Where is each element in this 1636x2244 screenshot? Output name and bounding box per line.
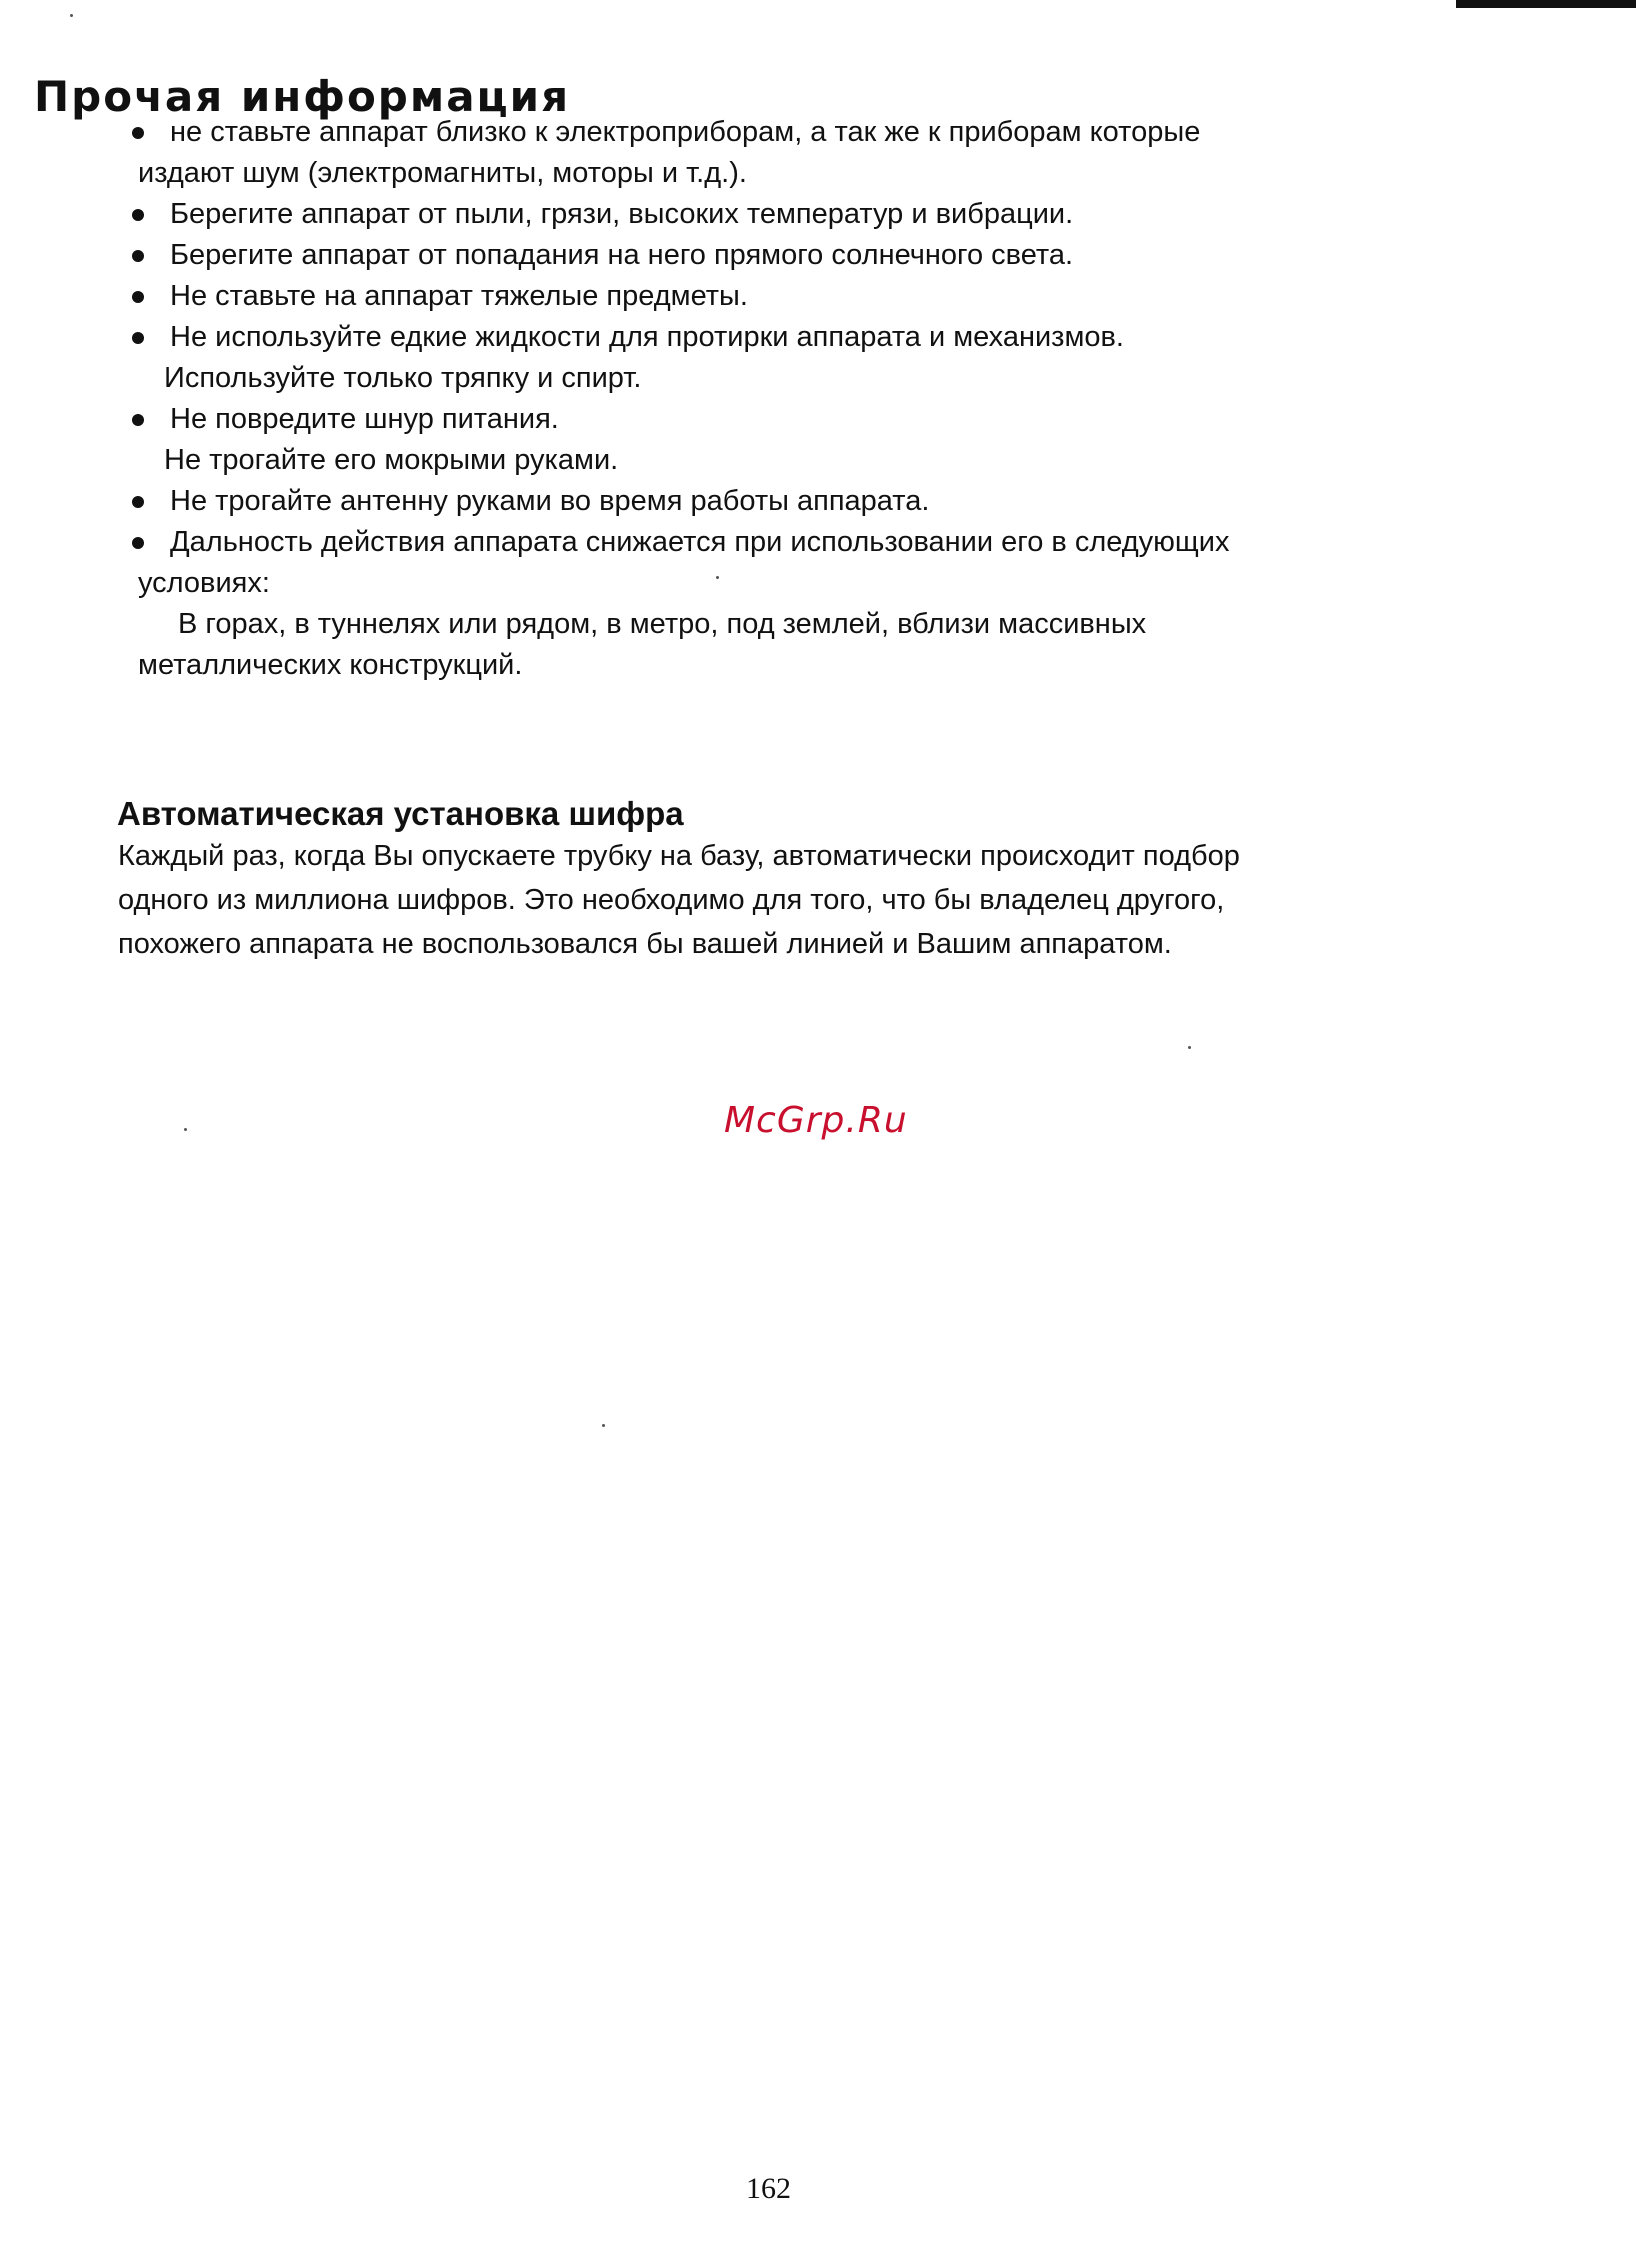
list-item-text: Не ставьте на аппарат тяжелые предметы. [170,280,748,312]
list-item [128,399,1428,481]
paragraph-line: Каждый раз, когда Вы опускаете трубку на базу, автоматически происходит подбор [118,840,1240,872]
bullet-icon [132,209,144,221]
scan-speck [184,1128,187,1131]
list-item-text-continued: В горах, в туннелях или рядом, в метро, под землей, вблизи массивных [178,608,1147,640]
bullet-icon [132,250,144,262]
list-item [128,112,1428,194]
watermark: McGrp.Ru [724,1100,908,1141]
bullet-icon [132,537,144,549]
list-item [128,481,1428,522]
list-item [128,522,1428,686]
list-item-text: Берегите аппарат от пыли, грязи, высоких температур и вибрации. [170,198,1074,230]
page-title: Прочая информация [34,72,571,122]
bullet-icon [132,414,144,426]
list-item-text-continued: металлических конструкций. [138,649,523,681]
paragraph-line: одного из миллиона шифров. Это необходимо для того, что бы владелец другого, [118,884,1225,916]
list-item-text: Не используйте едкие жидкости для протирки аппарата и механизмов. [170,321,1124,353]
list-item-text: Не трогайте антенну руками во время работы аппарата. [170,485,930,517]
section-heading: Автоматическая установка шифра [117,795,684,833]
list-item [128,235,1428,276]
list-item-text: Не повредите шнур питания. [170,403,559,435]
paragraph-line: похожего аппарата не воспользовался бы вашей линией и Вашим аппаратом. [118,928,1172,960]
precautions-list [128,112,1428,686]
scan-corner-mark [1456,0,1636,8]
scan-speck [716,576,719,579]
list-item-text: не ставьте аппарат близко к электроприборам, а так же к приборам которые [170,116,1201,148]
list-item-text: Берегите аппарат от попадания на него прямого солнечного света. [170,239,1074,271]
scan-speck [1188,1046,1191,1049]
list-item-text-continued: Используйте только тряпку и спирт. [164,362,642,394]
page-number: 162 [746,2172,791,2205]
list-item [128,276,1428,317]
list-item-text-continued: Не трогайте его мокрыми руками. [164,444,619,476]
list-item [128,317,1428,399]
scan-speck [70,14,73,17]
bullet-icon [132,127,144,139]
list-item-text: Дальность действия аппарата снижается при использовании его в следующих [170,526,1230,558]
list-item [128,194,1428,235]
bullet-icon [132,496,144,508]
list-item-text-continued: издают шум (электромагниты, моторы и т.д.). [138,157,747,189]
scan-speck [602,1424,605,1427]
section-paragraph [118,834,1518,966]
bullet-icon [132,332,144,344]
list-item-text-continued: условиях: [138,567,270,599]
bullet-icon [132,291,144,303]
